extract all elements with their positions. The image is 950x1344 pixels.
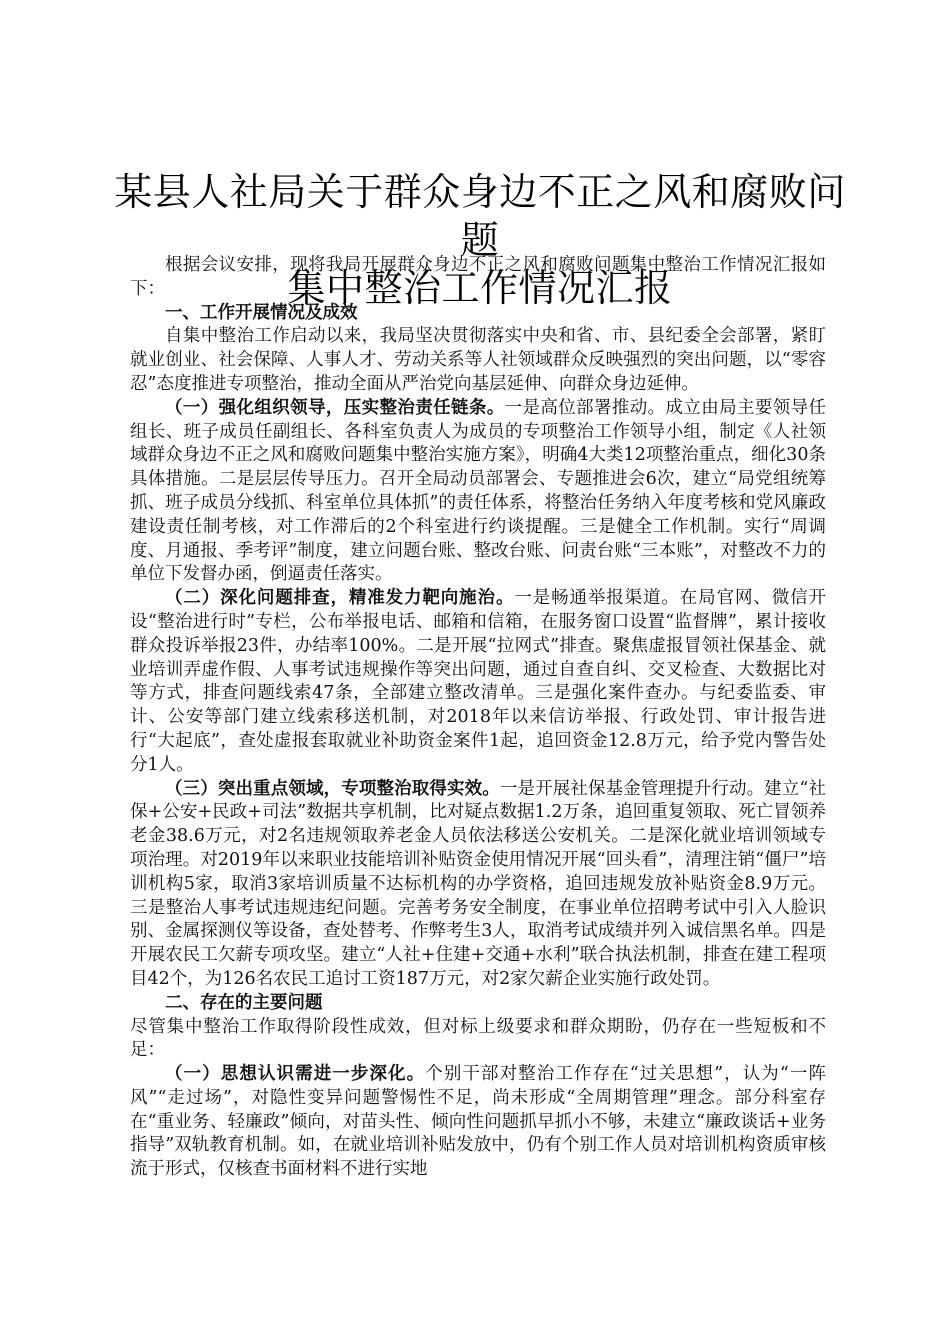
item-text: 一是畅通举报渠道。在局官网、微信开设“整治进行时”专栏，公布举报电话、邮箱和信箱，在服务窗口设置“监督牌”，累计接收群众投诉举报23件，办结率100%。二是开展“拉网式”排查。聚焦虚报冒领社保基金、就业培训弄虚作假、人事考试违规操作等突出问题，通过自查自纠、交叉检查、大数据比对等方式，排查问题线索47条，全部建立整改清单。三是强化案件查办。与纪委监委、审计、公安等部门建立线索移送机制，对2018年以来信访举报、行政处罚、审计报告进行“大起底”，查处虚报套取就业补助资金案件1起，追回资金12.8万元，给予党内警告处分1人。	[130, 588, 826, 775]
section-1-item-1	[130, 397, 826, 587]
item-text: 个别干部对整治工作存在“过关思想”，认为“一阵风”“走过场”，对隐性变异问题警惕性不足，尚未形成“全周期管理”理念。部分科室存在“重业务、轻廉政”倾向，对苗头性、倾向性问题抓早抓小不够，未建立“廉政谈话+业务指导”双轨教育机制。如，在就业培训补贴发放中，仍有个别工作人员对培训机构资质审核流于形式，仅核查书面材料不进行实地	[130, 1064, 827, 1180]
item-text: 一是高位部署推动。成立由局主要领导任组长、班子成员任副组长、各科室负责人为成员的专项整治工作领导小组，制定《人社领域群众身边不正之风和腐败问题集中整治实施方案》，明确4大类12项整治重点，细化30条具体措施。二是层层传导压力。召开全局动员部署会、专题推进会6次，建立“局党组统筹抓、班子成员分线抓、科室单位具体抓”的责任体系，将整治任务纳入年度考核和党风廉政建设责任制考核，对工作滞后的2个科室进行约谈提醒。三是健全工作机制。实行“周调度、月通报、季考评”制度，建立问题台账、整改台账、问责台账“三本账”，对整改不力的单位下发督办函，倒逼责任落实。	[130, 397, 826, 585]
intro-paragraph: 根据会议安排，现将我局开展群众身边不正之风和腐败问题集中整治工作情况汇报如下：	[130, 255, 826, 299]
section-2-heading: 二、存在的主要问题	[165, 992, 323, 1013]
item-text: 一是开展社保基金管理提升行动。建立“社保+公安+民政+司法”数据共享机制，比对疑点数据1.2万条，追回重复领取、死亡冒领养老金38.6万元，对2名违规领取养老金人员依法移送公安机关。二是深化就业培训领域专项治理。对2019年以来职业技能培训补贴资金使用情况开展“回头看”，清理注销“僵尸”培训机构5家，取消3家培训质量不达标机构的办学资格，追回违规发放补贴资金8.9万元。三是整治人事考试违规违纪问题。完善考务安全制度，在事业单位招聘考试中引入人脸识别、金属探测仪等设备，查处替考、作弊考生3人，取消考试成绩并列入诚信黑名单。四是开展农民工欠薪专项攻坚。建立“人社+住建+交通+水利”联合执法机制，排查在建工程项目42个，为126名农民工追讨工资187万元，对2家欠薪企业实施行政处罚。	[130, 778, 827, 989]
title-line-2: 集中整治工作情况汇报	[287, 266, 673, 310]
item-lead: （一）强化组织领导，压实整治责任链条。	[165, 397, 505, 418]
item-lead: （三）突出重点领域，专项整治取得实效。	[165, 778, 500, 799]
document-body	[130, 254, 826, 1182]
section-1-item-2	[130, 587, 826, 777]
section-1-item-3	[130, 778, 826, 992]
section-2-item-1	[130, 1063, 826, 1182]
section-2-intro: 尽管集中整治工作取得阶段性成效，但对标上级要求和群众期盼，仍存在一些短板和不足：	[130, 1016, 826, 1061]
section-1-heading: 一、工作开展情况及成效	[165, 302, 358, 323]
section-1-intro: 自集中整治工作启动以来，我局坚决贯彻落实中央和省、市、县纪委全会部署，紧盯就业创业、社会保障、人事人才、劳动关系等人社领域群众反映强烈的突出问题，以“零容忍”态度推进专项整治，推动全面从严治党向基层延伸、向群众身边延伸。	[130, 326, 826, 394]
item-lead: （二）深化问题排查，精准发力靶向施治。	[165, 588, 515, 609]
title-line-1: 某县人社局关于群众身边不正之风和腐败问题	[114, 170, 846, 262]
item-lead: （一）思想认识需进一步深化。	[165, 1064, 426, 1085]
